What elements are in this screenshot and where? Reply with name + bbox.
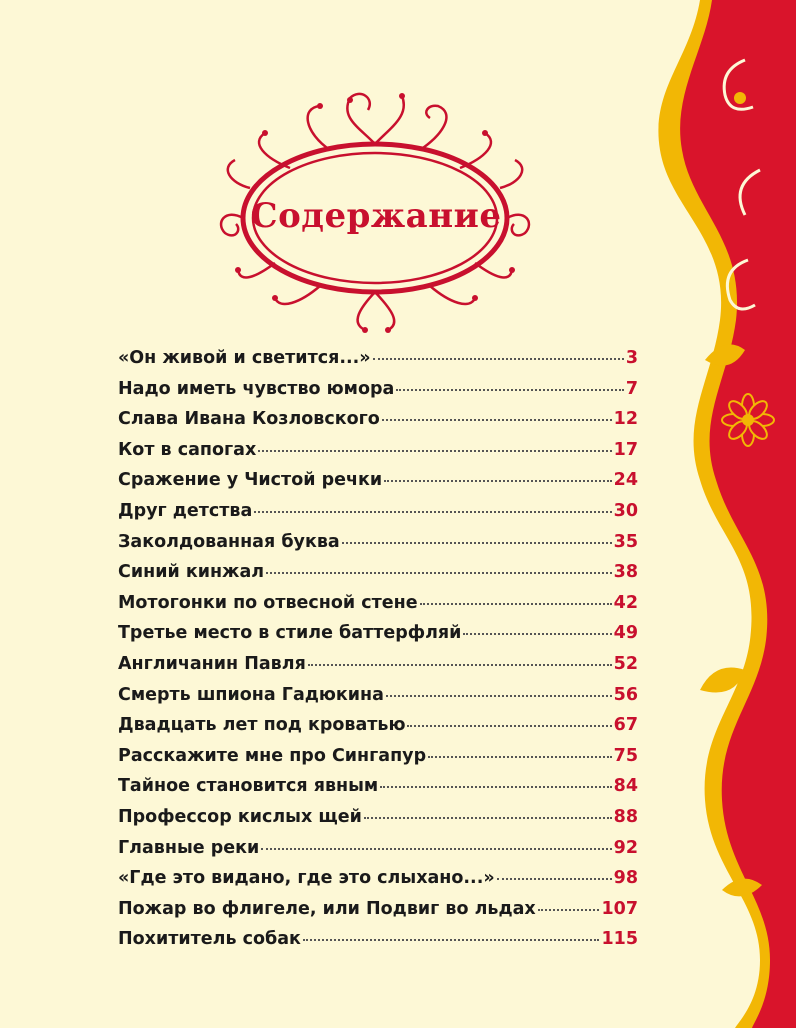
toc-entry-title: Главные реки — [118, 837, 260, 858]
toc-entry — [118, 501, 638, 532]
toc-entry-title: «Он живой и светится...» — [118, 348, 371, 368]
toc-entry-page: 107 — [601, 898, 638, 919]
dot-leader — [428, 756, 612, 758]
toc-entry-page: 75 — [613, 745, 638, 766]
toc-entry-page: 67 — [613, 715, 638, 736]
toc-entry-title: Пожар во флигеле, или Подвиг во льдах — [118, 898, 536, 919]
dot-leader — [364, 817, 612, 819]
dot-leader — [303, 939, 600, 941]
toc-entry-page: 88 — [613, 806, 638, 827]
toc-entry-title: Мотогонки по отвесной стене — [118, 592, 418, 613]
dot-leader — [463, 633, 611, 635]
toc-entry-title: Кот в сапогах — [118, 439, 257, 460]
dot-leader — [396, 389, 623, 391]
toc-entry-page: 49 — [613, 623, 638, 644]
toc-entry-title: Англичанин Павля — [118, 653, 306, 674]
toc-entry-title: Профессор кислых щей — [118, 806, 362, 827]
dot-leader — [258, 450, 611, 452]
toc-entry-page: 84 — [613, 776, 638, 797]
dot-leader — [254, 511, 611, 513]
toc-entry-page: 52 — [613, 653, 638, 674]
toc-entry-title: Сражение у Чистой речки — [118, 470, 383, 491]
dot-leader — [261, 848, 611, 850]
toc-entry-page: 35 — [613, 531, 638, 552]
dot-leader — [266, 572, 612, 574]
toc-entry — [118, 715, 638, 746]
toc-entry-page: 98 — [613, 868, 638, 889]
toc-entry-title: Синий кинжал — [118, 562, 265, 583]
dot-leader — [382, 419, 612, 421]
toc-entry — [118, 470, 638, 501]
table-of-contents — [118, 348, 638, 960]
dot-leader — [538, 909, 600, 911]
dot-leader — [407, 725, 611, 727]
dot-leader — [308, 664, 612, 666]
toc-entry — [118, 593, 638, 624]
dot-leader — [384, 480, 612, 482]
toc-entry — [118, 868, 638, 899]
toc-entry — [118, 562, 638, 593]
toc-entry — [118, 838, 638, 869]
toc-entry — [118, 776, 638, 807]
toc-entry — [118, 532, 638, 563]
toc-entry-page: 30 — [613, 500, 638, 521]
dot-leader — [342, 542, 612, 544]
dot-leader — [420, 603, 612, 605]
toc-entry-page: 42 — [613, 592, 638, 613]
dot-leader — [373, 358, 624, 360]
toc-entry-title: Третье место в стиле баттерфляй — [118, 623, 462, 644]
toc-entry-title: Смерть шпиона Гадюкина — [118, 684, 384, 705]
toc-entry-page: 12 — [613, 409, 638, 430]
toc-entry — [118, 746, 638, 777]
toc-entry — [118, 807, 638, 838]
dot-leader — [386, 695, 612, 697]
toc-entry — [118, 654, 638, 685]
toc-entry-title: Заколдованная буква — [118, 531, 340, 552]
toc-entry-title: Тайное становится явным — [118, 776, 379, 797]
toc-entry — [118, 899, 638, 930]
toc-entry-title: Друг детства — [118, 500, 253, 521]
toc-entry-page: 115 — [601, 929, 638, 950]
dot-leader — [497, 878, 612, 880]
toc-entry — [118, 348, 638, 379]
toc-entry — [118, 929, 638, 960]
toc-entry — [118, 409, 638, 440]
toc-entry-page: 24 — [613, 470, 638, 491]
toc-entry-page: 7 — [625, 378, 638, 399]
dot-leader — [380, 786, 611, 788]
toc-entry-title: Расскажите мне про Сингапур — [118, 745, 427, 766]
toc-entry-page: 92 — [613, 837, 638, 858]
toc-entry — [118, 379, 638, 410]
toc-entry-title: «Где это видано, где это слыхано...» — [118, 868, 495, 889]
toc-entry-page: 3 — [625, 348, 638, 368]
toc-entry-page: 17 — [613, 439, 638, 460]
toc-entry-page: 56 — [613, 684, 638, 705]
toc-entry-page: 38 — [613, 562, 638, 583]
toc-entry-title: Двадцать лет под кроватью — [118, 715, 406, 736]
toc-entry — [118, 440, 638, 471]
page-title: Содержание — [250, 196, 502, 236]
toc-entry-title: Надо иметь чувство юмора — [118, 378, 395, 399]
toc-entry — [118, 623, 638, 654]
toc-entry — [118, 685, 638, 716]
toc-entry-title: Слава Ивана Козловского — [118, 409, 380, 430]
toc-entry-title: Похититель собак — [118, 929, 301, 950]
